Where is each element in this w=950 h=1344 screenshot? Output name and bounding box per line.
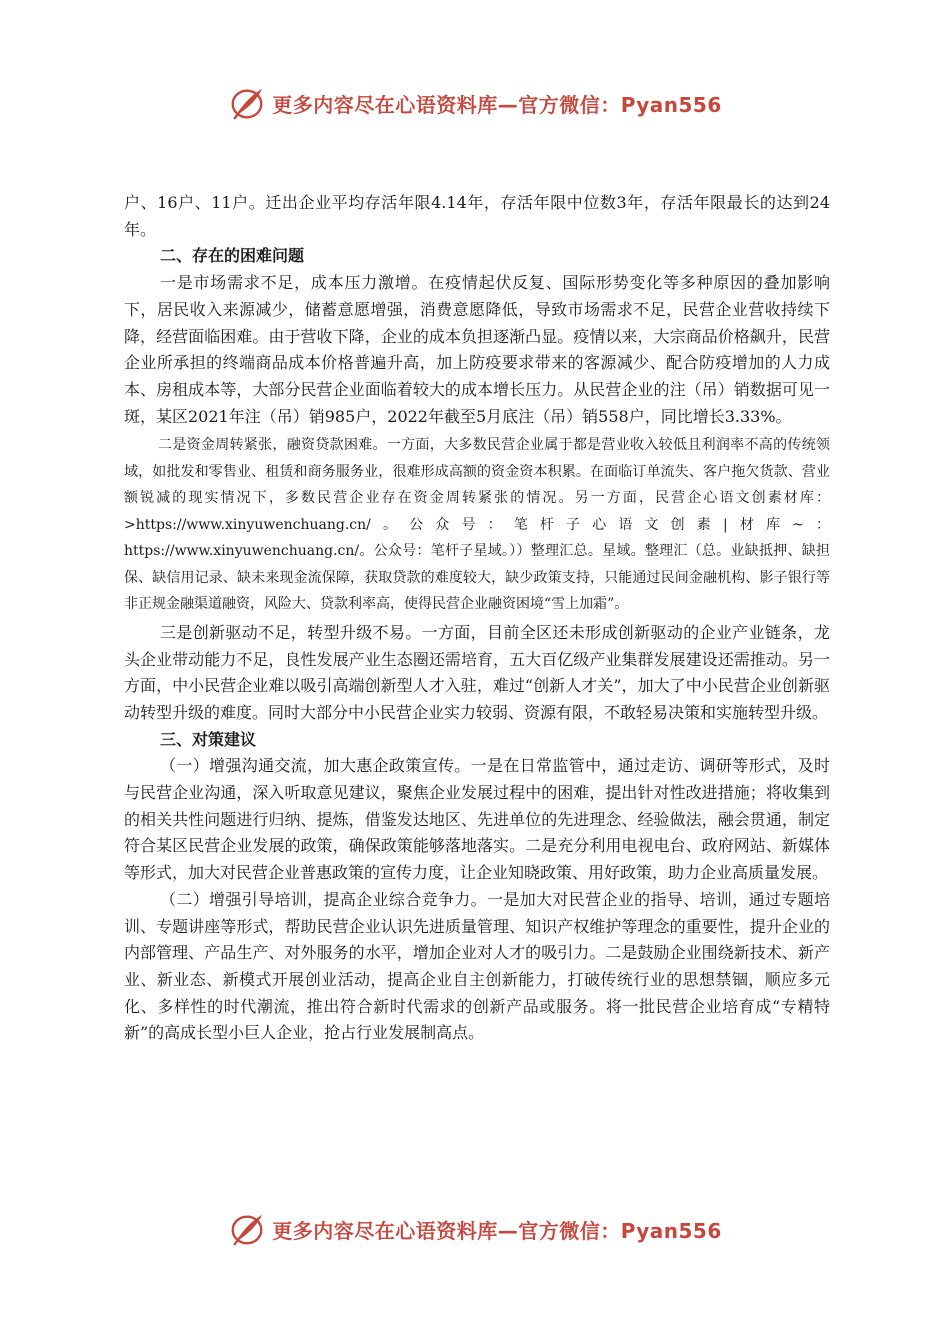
banner-text: 更多内容尽在心语资料库—官方微信：Pyan556: [272, 92, 722, 117]
paragraph-market-demand: 一是市场需求不足，成本压力激增。在疫情起伏反复、国际形势变化等多种原因的叠加影响下，居民收入来源减少，储蓄意愿增强，消费意愿降低，导致市场需求不足，民营企业营收持续下降，经营面临困难。由于营收下降，企业的成本负担逐渐凸显。疫情以来，大宗商品价格飙升，民营企业所承担的终端商品成本价格普遍升高，加上防疫要求带来的客源减少、配合防疫增加的人力成本、房租成本等，大部分民营企业面临着较大的成本增长压力。从民营企业的注（吊）销数据可见一斑，某区2021年注（吊）销985户，2022年截至5月底注（吊）销558户，同比增长3.33%。: [124, 273, 830, 426]
header-banner: [0, 83, 950, 123]
banner-text: 更多内容尽在心语资料库—官方微信：Pyan556: [272, 1218, 722, 1243]
feather-pen-logo-icon: [228, 84, 266, 122]
paragraph-innovation: 三是创新驱动不足，转型升级不易。一方面，目前全区还未形成创新驱动的企业产业链条，龙头企业带动能力不足，良性发展产业生态圈还需培育，五大百亿级产业集群发展建设还需推动。另一方面，中小民营企业难以吸引高端创新型人才入驻，难过“创新人才关”，加大了中小民营企业创新驱动转型升级的难度。同时大部分中小民营企业实力较弱、资源有限，不敢轻易决策和实施转型升级。: [124, 622, 830, 722]
paragraph-financing: 二是资金周转紧张，融资贷款困难。一方面，大多数民营企业属于都是营业收入较低且利润率不高的传统领域，如批发和零售业、租赁和商务服务业，很难形成高额的资金资本积累。在面临订单流失、客户拖欠货款、营业额锐减的现实情况下，多数民营企业存在资金周转紧张的情况。另一方面，民营企心语文创素材库：>https://www.xinyuwenchuang.cn/。公众号：笔杆子心语文创素|材库~：https://www.xinyuwenchuang.cn/。公众号：笔杆子星域。））整理汇总。星域。整理汇（总。业缺抵押、缺担保、缺信用记录、缺未来现金流保障，获取贷款的难度较大，缺少政策支持，只能通过民间金融机构、影子银行等非正规金融渠道融资，风险大、贷款利率高，使得民营企业融资困境“雪上加霜”。: [124, 437, 830, 613]
section-heading-suggestions: 三、对策建议: [160, 729, 257, 749]
feather-pen-logo-icon: [228, 1210, 266, 1248]
document-body: [124, 190, 830, 1047]
footer-banner: [0, 1209, 950, 1249]
paragraph-continuation: 户、16户、11户。迁出企业平均存活年限4.14年，存活年限中位数3年，存活年限最长的达到24年。: [124, 193, 830, 239]
paragraph-communication: （一）增强沟通交流，加大惠企政策宣传。一是在日常监管中，通过走访、调研等形式，及时与民营企业沟通，深入听取意见建议，聚焦企业发展过程中的困难，提出针对性改进措施；将收集到的相关共性问题进行归纳、提炼，借鉴发达地区、先进单位的先进理念、经验做法，融会贯通，制定符合某区民营企业发展的政策，确保政策能够落地落实。二是充分利用电视电台、政府网站、新媒体等形式，加大对民营企业普惠政策的宣传力度，让企业知晓政策、用好政策，助力企业高质量发展。: [124, 756, 830, 883]
paragraph-training: （二）增强引导培训，提高企业综合竞争力。一是加大对民营企业的指导、培训，通过专题培训、专题讲座等形式，帮助民营企业认识先进质量管理、知识产权维护等理念的重要性，提升企业的内部管理、产品生产、对外服务的水平，增加企业对人才的吸引力。二是鼓励企业围绕新技术、新产业、新业态、新模式开展创业活动，提高企业自主创新能力，打破传统行业的思想禁锢，顺应多元化、多样性的时代潮流，推出符合新时代需求的创新产品或服务。将一批民营企业培育成“专精特新”的高成长型小巨人企业，抢占行业发展制高点。: [124, 889, 830, 1043]
section-heading-difficulties: 二、存在的困难问题: [160, 246, 305, 266]
